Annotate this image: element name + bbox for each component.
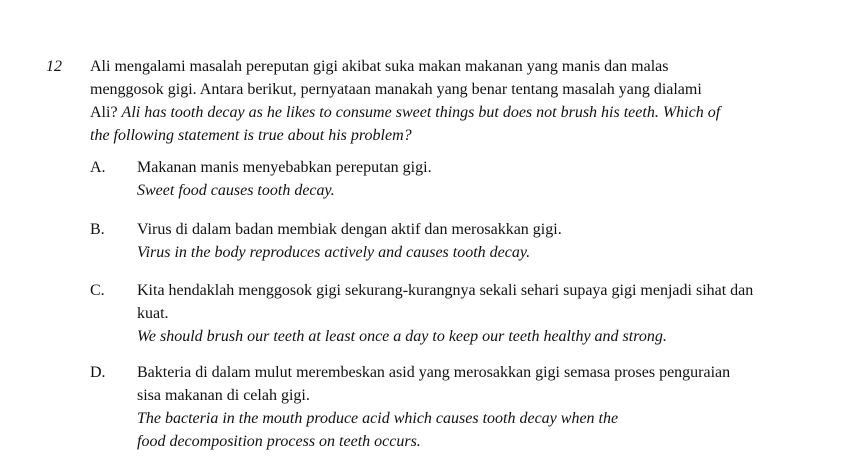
option-malay-text: Kita hendaklah menggosok gigi sekurang-kurangnya sekali sehari supaya gigi menjadi sihat dan: [137, 282, 754, 299]
option-malay-text: Makanan manis menyebabkan pereputan gigi.: [137, 159, 432, 176]
option-text: [137, 361, 827, 453]
option-malay-text: Bakteria di dalam mulut merembeskan asid yang merosakkan gigi semasa proses penguraian: [137, 364, 731, 381]
stem-line: the following statement is true about his problem?: [90, 127, 412, 144]
stem-line: Ali mengalami masalah pereputan gigi akibat suka makan makanan yang manis dan malas: [90, 58, 669, 75]
option-malay-text: sisa makanan di celah gigi.: [137, 387, 310, 404]
option-letter: D.: [90, 364, 106, 381]
option-text: [137, 156, 827, 202]
stem-malay-fragment: Ali?: [90, 104, 122, 121]
option-malay-text: kuat.: [137, 305, 169, 322]
option-letter: A.: [90, 159, 106, 176]
option-english-text: Sweet food causes tooth decay.: [137, 182, 335, 199]
stem-english-fragment: Ali has tooth decay as he likes to consume sweet things but does not brush his teeth. Which of: [121, 104, 721, 121]
option-text: [137, 279, 827, 348]
option-english-text: food decomposition process on teeth occurs.: [137, 433, 421, 450]
stem-line: menggosok gigi. Antara berikut, pernyataan manakah yang benar tentang masalah yang dialami: [90, 81, 702, 98]
option-text: [137, 218, 827, 264]
option-english-text: Virus in the body reproduces actively and causes tooth decay.: [137, 244, 531, 261]
question-number: 12: [46, 58, 62, 75]
question-stem: [90, 55, 830, 147]
option-letter: B.: [90, 221, 105, 238]
option-malay-text: Virus di dalam badan membiak dengan aktif dan merosakkan gigi.: [137, 221, 562, 238]
option-letter: C.: [90, 282, 105, 299]
stem-line: [90, 101, 830, 124]
option-english-text: The bacteria in the mouth produce acid which causes tooth decay when the: [137, 410, 619, 427]
option-english-text: We should brush our teeth at least once a day to keep our teeth healthy and strong.: [137, 328, 667, 345]
